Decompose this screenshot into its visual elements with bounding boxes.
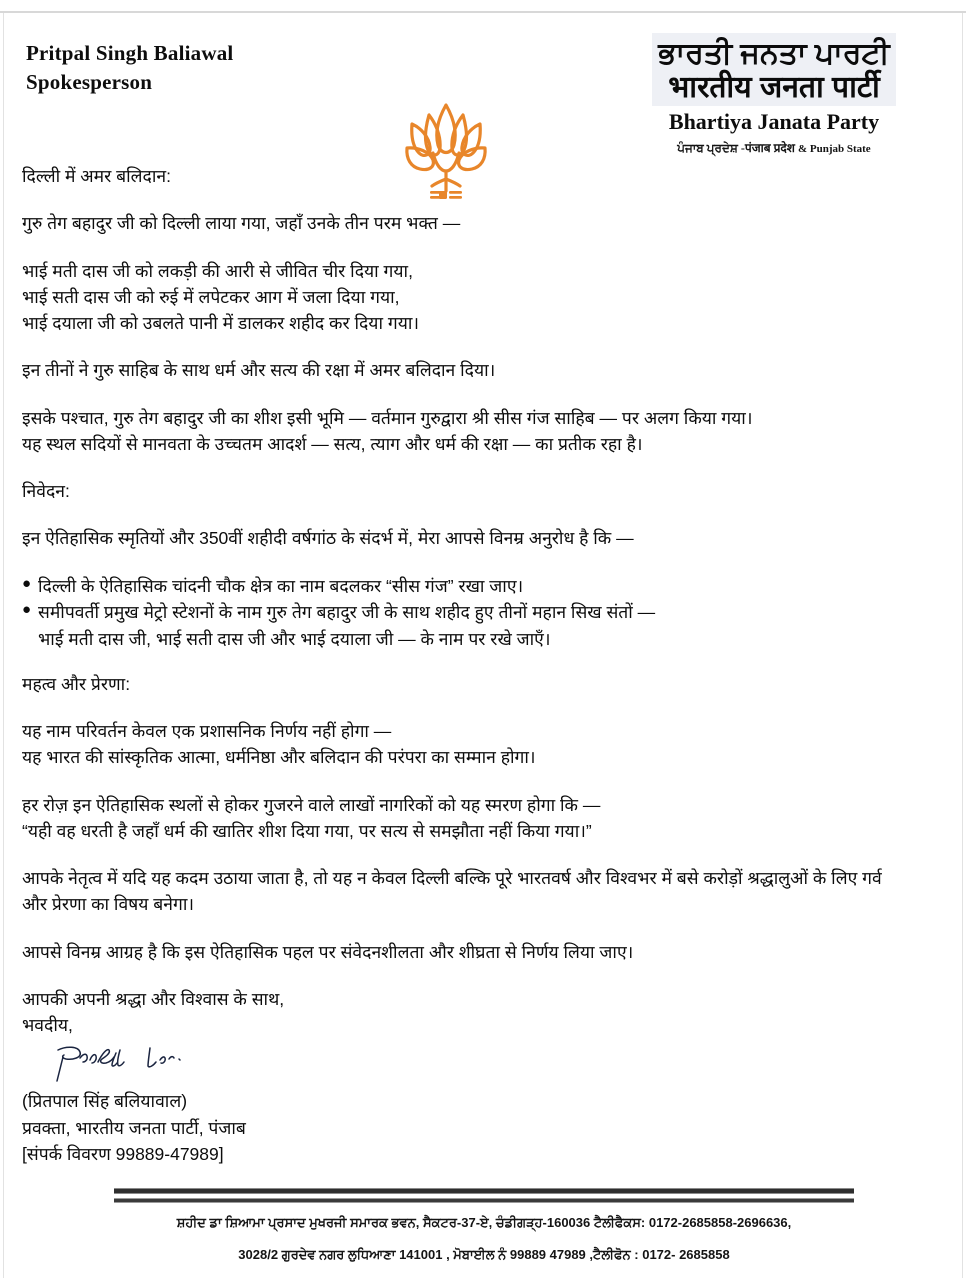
letterhead-footer	[4, 1188, 964, 1264]
martyr-line-1: भाई मती दास जी को लकड़ी की आरी से जीवित चीर दिया गया,	[22, 260, 413, 281]
signer-designation: प्रवक्ता, भारतीय जनता पार्टी, पंजाब	[22, 1117, 246, 1138]
section-heading-mahatva	[22, 671, 952, 697]
signer-name: (प्रितपाल सिंह बलियावाल)	[22, 1091, 188, 1112]
list-item-continuation	[22, 626, 952, 652]
section1-martyr-list	[22, 258, 952, 337]
section1-paragraph-1	[22, 210, 952, 236]
section2-heading-text: निवेदन:	[22, 481, 70, 501]
paragraph-line-2: यह भारत की सांस्कृतिक आत्मा, धर्मनिष्ठा और बलिदान की परंपरा का सम्मान होगा।	[22, 747, 536, 768]
scan-top-strip	[0, 0, 966, 11]
section-heading-amar-balidan	[22, 163, 952, 189]
list-item-text	[38, 599, 952, 626]
party-name-punjabi: ਭਾਰਤੀ ਜਨਤਾ ਪਾਰਟੀ	[658, 37, 890, 70]
section3-paragraph-4	[22, 939, 952, 965]
section1-heading-text: दिल्ली में अमर बलिदान:	[22, 166, 171, 186]
footer-address-line-1: ਸ਼ਹੀਦ ਡਾ ਸ਼ਿਆਮਾ ਪ੍ਰਸਾਦ ਮੁਖਰਜੀ ਸਮਾਰਕ ਭਵਨ, ਸੈਕਟਰ-37-ਏ, ਚੰਡੀਗੜ੍ਹ-160036 ਟੈਲੀਫੈਕਸ: 0172-2685858-2696636,	[176, 1215, 792, 1230]
paragraph-line-1: हर रोज़ इन ऐतिहासिक स्थलों से होकर गुजरने वाले लाखों नागरिकों को यह स्मरण होगा कि —	[22, 794, 601, 815]
paragraph-line: इन ऐतिहासिक स्मृतियों और 350वीं शहीदी वर्षगांठ के संदर्भ में, मेरा आपसे विनम्र अनुरोध है कि —	[22, 528, 634, 549]
section-heading-nivedan	[22, 478, 952, 504]
section3-paragraph-2	[22, 792, 952, 845]
list-item	[22, 573, 952, 600]
letter-sheet	[3, 13, 963, 1278]
section3-paragraph-1	[22, 718, 952, 771]
party-name-highlight	[652, 33, 895, 106]
officer-name: Pritpal Singh Baliawal	[26, 41, 234, 65]
signer-contact: [संपर्क विवरण 99889-47989]	[22, 1143, 224, 1164]
paragraph-line: इन तीनों ने गुरु साहिब के साथ धर्म और सत्य की रक्षा में अमर बलिदान दिया।	[22, 360, 496, 381]
party-name-english: Bhartiya Janata Party	[668, 109, 880, 135]
closing-block	[22, 986, 952, 1167]
martyr-line-3: भाई दयाला जी को उबलते पानी में डालकर शहीद कर दिया गया।	[22, 313, 420, 333]
paragraph-line-1: यह नाम परिवर्तन केवल एक प्रशासनिक निर्णय नहीं होगा —	[22, 721, 392, 742]
request-bullet-list	[22, 573, 952, 652]
paragraph-line-2: यह स्थल सदियों से मानवता के उच्चतम आदर्श — सत्य, त्याग और धर्म की रक्षा — का प्रतीक रहा है।	[22, 433, 643, 454]
officer-role: Spokesperson	[26, 69, 153, 94]
footer-divider-rules	[114, 1188, 854, 1203]
letter-body	[22, 163, 952, 1167]
party-state-unit-english: & Punjab State	[797, 143, 871, 156]
paragraph-line-1: इसके पश्चात, गुरु तेग बहादुर जी का शीश इसी भूमि — वर्तमान गुरुद्वारा श्री सीस गंज साहिब — पर अलग किया गया।	[22, 407, 753, 428]
list-item-text	[38, 573, 952, 600]
party-name-hindi: भारतीय जनता पार्टी	[668, 70, 880, 104]
section1-paragraph-2	[22, 357, 952, 383]
section2-paragraph-1	[22, 525, 952, 551]
footer-rule-top	[114, 1188, 854, 1194]
list-item	[22, 599, 952, 626]
paragraph-line-2: और प्रेरणा का विषय बनेगा।	[22, 894, 195, 915]
party-state-unit	[589, 139, 959, 156]
footer-rule-bottom	[114, 1198, 854, 1203]
closing-line-1: आपकी अपनी श्रद्धा और विश्वास के साथ,	[22, 988, 285, 1009]
officer-identity-block	[26, 39, 233, 97]
section3-heading-text: महत्व और प्रेरणा:	[22, 673, 131, 694]
party-state-unit-native: ਪੰਜਾਬ ਪ੍ਰਦੇਸ਼ -पंजाब प्रदेश	[677, 141, 795, 156]
bullet-dot-icon: ●	[22, 601, 32, 619]
martyr-line-2: भाई सती दास जी को रुई में लपेटकर आग में जला दिया गया,	[22, 286, 400, 307]
paragraph-line: गुरु तेग बहादुर जी को दिल्ली लाया गया, जहाँ उनके तीन परम भक्त —	[22, 213, 461, 234]
paragraph-line: आपसे विनम्र आग्रह है कि इस ऐतिहासिक पहल पर संवेदनशीलता और शीघ्रता से निर्णय लिया जाए।	[22, 941, 634, 962]
list-item-line: समीपवर्ती प्रमुख मेट्रो स्टेशनों के नाम गुरु तेग बहादुर जी के साथ शहीद हुए तीनों महान सिख संतों —	[38, 602, 656, 623]
handwritten-signature	[22, 1040, 952, 1086]
section1-paragraph-3	[22, 405, 952, 458]
party-identity-block	[589, 33, 959, 156]
list-item-line: भाई मती दास जी, भाई सती दास जी और भाई दयाला जी — के नाम पर रखे जाएँ।	[38, 628, 551, 649]
section3-paragraph-3	[22, 865, 952, 918]
bullet-dot-icon: ●	[22, 574, 32, 592]
quoted-line: “यही वह धरती है जहाँ धर्म की खातिर शीश दिया गया, पर सत्य से समझौता नहीं किया गया।”	[22, 820, 592, 841]
closing-line-2: भवदीय,	[22, 1015, 73, 1036]
paragraph-line-1: आपके नेतृत्व में यदि यह कदम उठाया जाता है, तो यह न केवल दिल्ली बल्कि पूरे भारतवर्ष और विश्वभर में बसे करोड़ों श्रद्धालुओं के लिए गर्व	[22, 868, 882, 889]
footer-address-line-2: 3028/2 ਗੁਰਦੇਵ ਨਗਰ ਲੁਧਿਆਣਾ 141001 , ਮੋਬਾਈਲ ਨੰ 99889 47989 ,ਟੈਲੀਫੋਨ : 0172- 2685858	[238, 1246, 730, 1262]
list-item-line: दिल्ली के ऐतिहासिक चांदनी चौक क्षेत्र का नाम बदलकर “सीस गंज” रखा जाए।	[38, 575, 524, 596]
